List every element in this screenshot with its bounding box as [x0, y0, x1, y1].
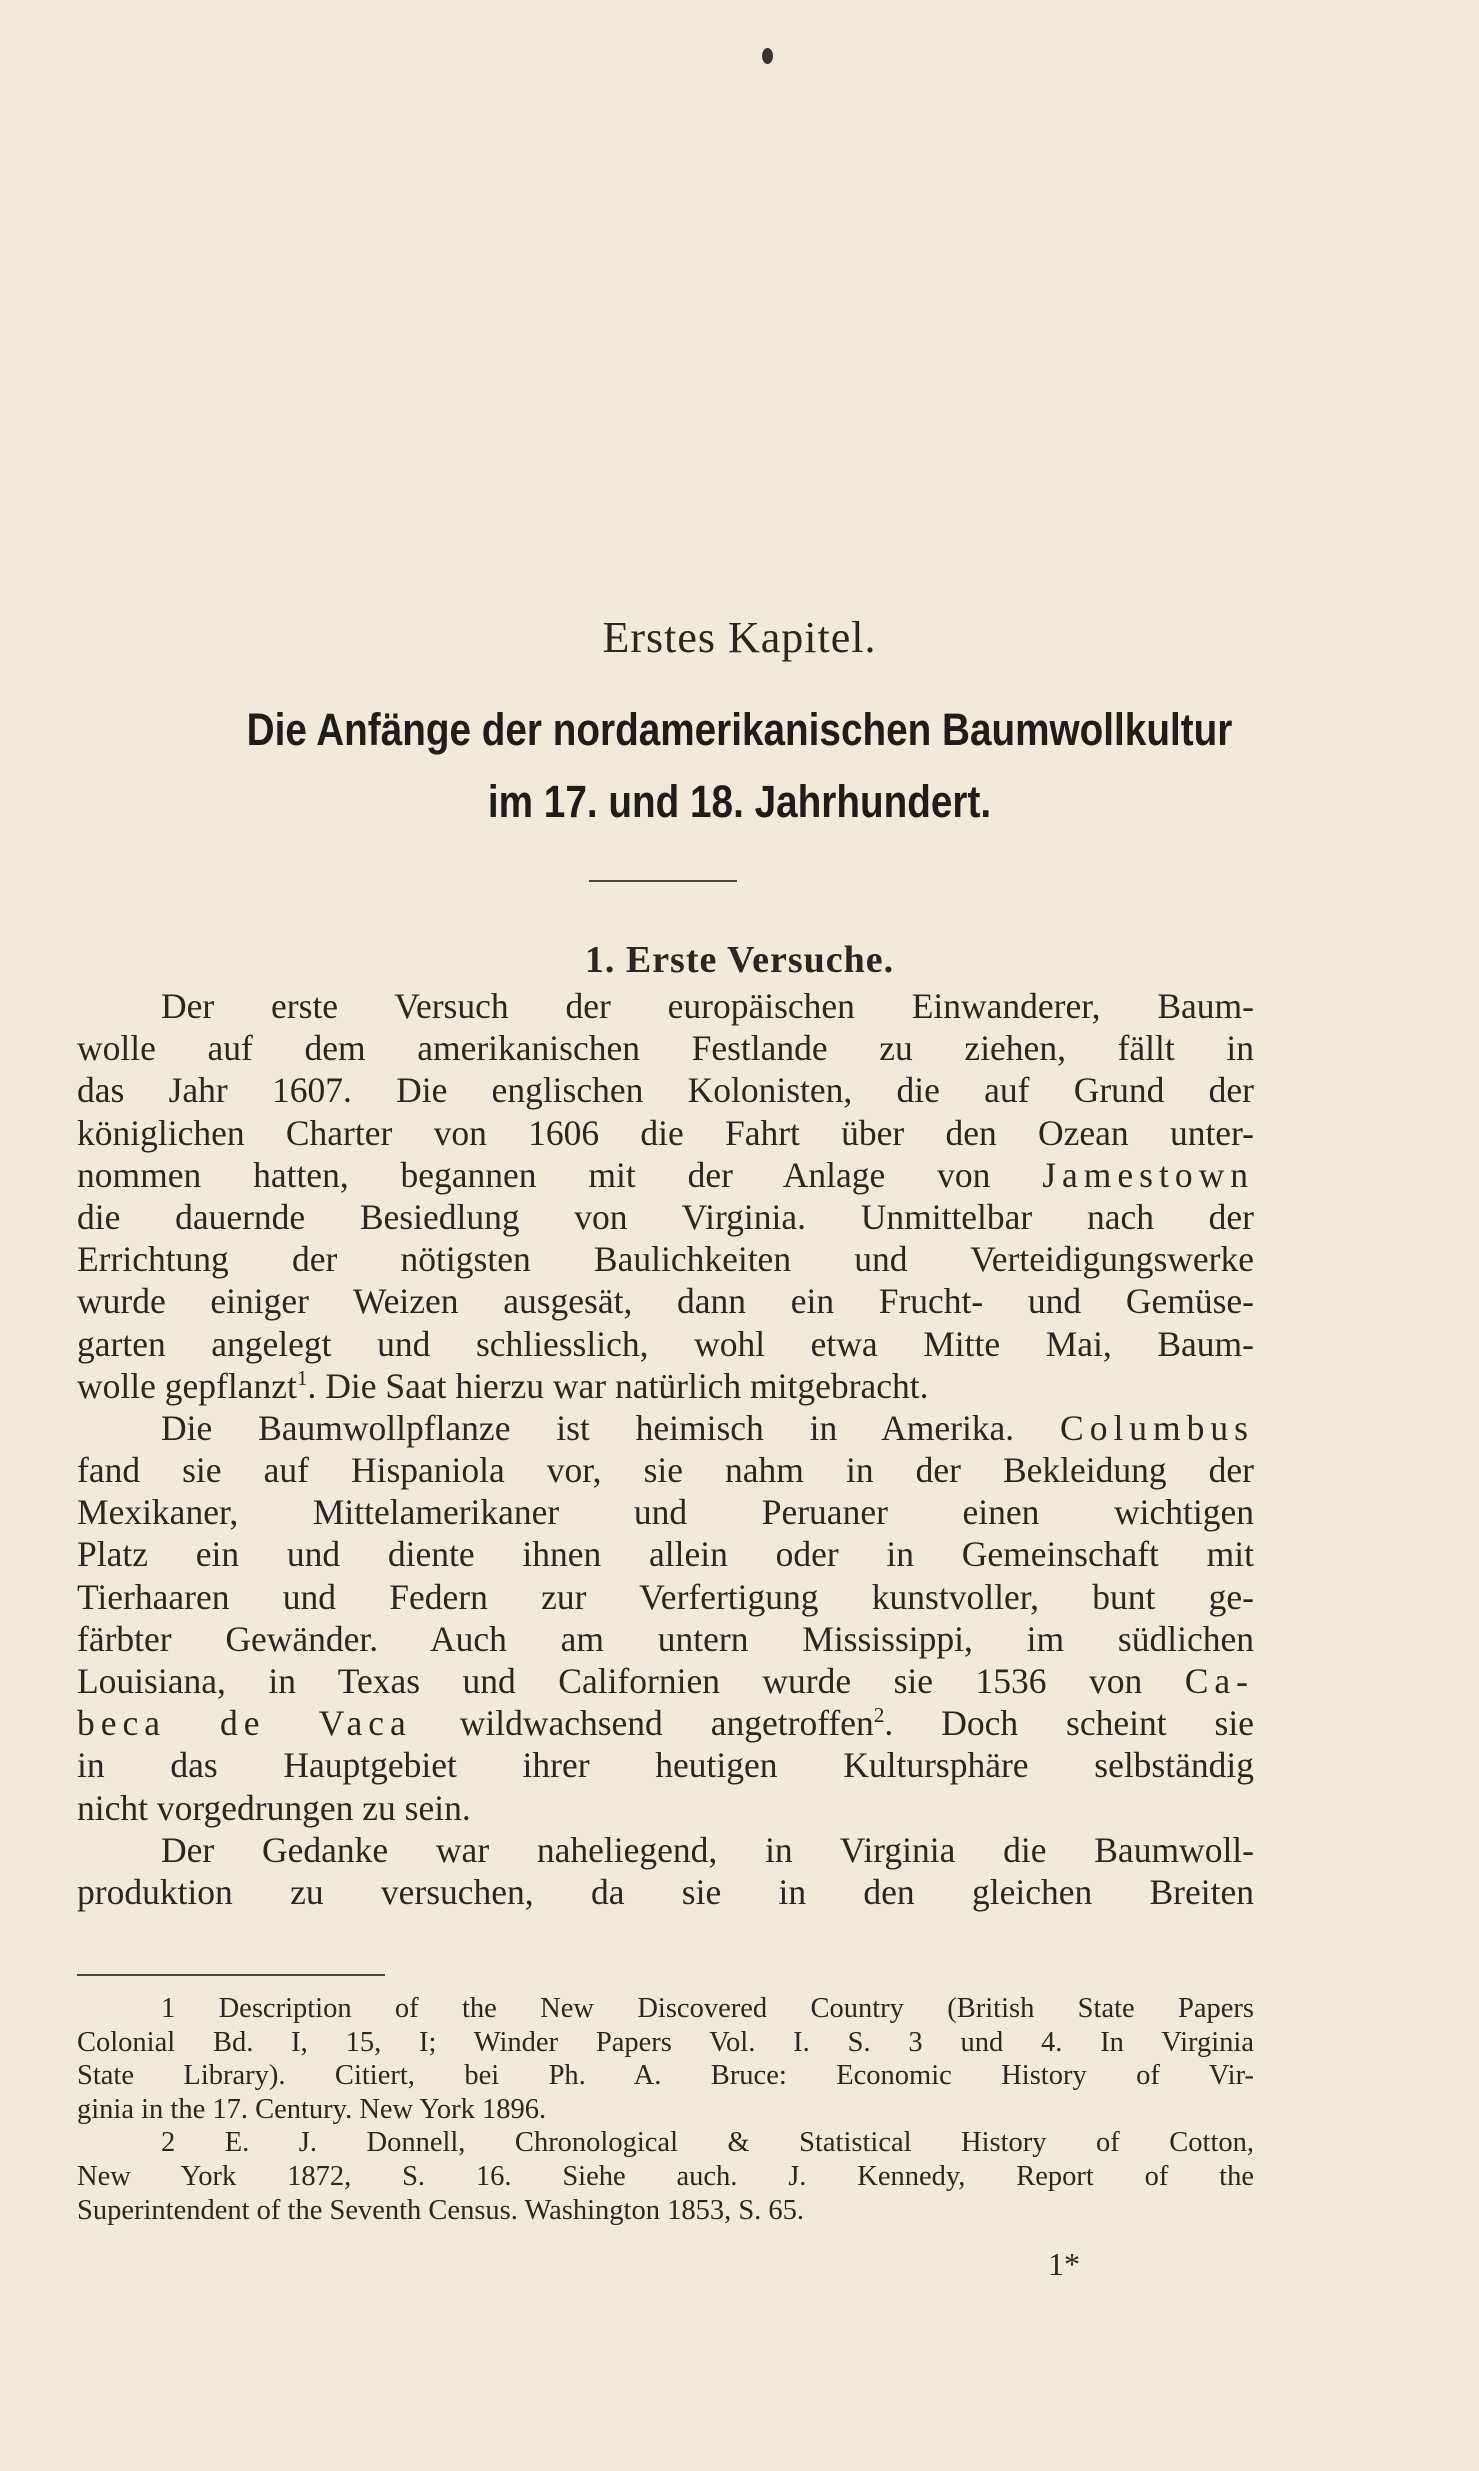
spaced-name-cabeca-part2: beca de Vaca — [77, 1703, 412, 1744]
chapter-label: Erstes Kapitel. — [602, 613, 877, 662]
text-segment: . Die Saat hierzu war natürlich mitgebracht. — [307, 1365, 929, 1406]
text-line: wurde einiger Weizen ausgesät, dann ein Frucht- und Gemüse- — [77, 1281, 1254, 1322]
text-segment: wildwachsend angetroffen — [459, 1703, 874, 1744]
footnote-line: ginia in the 17. Century. New York 1896. — [77, 2093, 547, 2125]
text-line: fand sie auf Hispaniola vor, sie nahm in der Bekleidung der — [77, 1450, 1254, 1491]
text-line: Tierhaaren und Federn zur Verfertigung kunstvoller, bunt ge- — [77, 1576, 1254, 1617]
text-line: Der erste Versuch der europäischen Einwanderer, Baum- — [161, 986, 1254, 1026]
text-line: Mexikaner, Mittelamerikaner und Peruaner einen wichtigen — [77, 1492, 1254, 1533]
footnote-ref: 2 — [873, 1703, 885, 1728]
body-text — [77, 985, 1254, 1913]
text-segment: nommen hatten, begannen mit der Anlage von — [77, 1154, 991, 1195]
footnote-line: State Library). Citiert, bei Ph. A. Bruce: Economic History of Vir- — [77, 2060, 1254, 2092]
text-line: in das Hauptgebiet ihrer heutigen Kultursphäre selbständig — [77, 1745, 1254, 1786]
footnote-line: Superintendent of the Seventh Census. Washington 1853, S. 65. — [77, 2194, 805, 2226]
title-divider — [589, 880, 737, 882]
text-line: nicht vorgedrungen zu sein. — [77, 1787, 471, 1828]
text-line: Errichtung der nötigsten Baulichkeiten und Verteidigungswerke — [77, 1239, 1254, 1280]
text-line: das Jahr 1607. Die englischen Kolonisten, die auf Grund der — [77, 1070, 1254, 1111]
text-line: die dauernde Besiedlung von Virginia. Unmittelbar nach der — [77, 1196, 1254, 1237]
footnote-line: New York 1872, S. 16. Siehe auch. J. Kennedy, Report of the — [77, 2160, 1254, 2192]
footnote-line: 1 Description of the New Discovered Country (British State Papers — [161, 1993, 1254, 2024]
footnotes — [77, 1992, 1254, 2227]
footnote-line: 2 E. J. Donnell, Chronological & Statistical History of Cotton, — [161, 2127, 1254, 2159]
text-line — [77, 1154, 1254, 1196]
chapter-title-line-1: Die Anfänge der nordamerikanischen Baumwollkultur — [246, 704, 1233, 755]
text-segment: Die Baumwollpflanze ist heimisch in Amerika. — [161, 1407, 1015, 1448]
spaced-name-cabeca-part1: Ca- — [1184, 1661, 1255, 1701]
text-line: wolle auf dem amerikanischen Festlande zu ziehen, fällt in — [77, 1028, 1254, 1069]
text-segment: wolle gepflanzt — [77, 1365, 297, 1406]
text-line — [77, 1660, 1254, 1702]
section-heading: 1. Erste Versuche. — [584, 939, 895, 981]
text-line: königlichen Charter von 1606 die Fahrt über den Ozean unter- — [77, 1112, 1254, 1153]
footnote-ref: 1 — [296, 1365, 308, 1390]
text-line — [77, 1407, 1254, 1449]
text-line — [77, 1365, 1254, 1407]
footnote-line: Colonial Bd. I, 15, I; Winder Papers Vol. I. S. 3 und 4. In Virginia — [77, 2026, 1254, 2058]
ink-dot — [762, 48, 773, 64]
page-number: 1* — [1048, 2246, 1080, 2282]
footnote-divider — [77, 1974, 385, 1976]
spaced-name-columbus: Columbus — [1060, 1407, 1254, 1448]
text-line: garten angelegt und schliesslich, wohl etwa Mitte Mai, Baum- — [77, 1323, 1254, 1364]
spaced-name-jamestown: Jamestown — [1042, 1154, 1254, 1195]
text-line — [77, 1702, 1254, 1744]
text-line: Platz ein und diente ihnen allein oder in Gemeinschaft mit — [77, 1534, 1254, 1575]
text-line: produktion zu versuchen, da sie in den gleichen Breiten — [77, 1871, 1254, 1912]
chapter-title-line-2: im 17. und 18. Jahrhundert. — [487, 776, 992, 827]
text-segment: . Doch scheint sie — [884, 1703, 1254, 1744]
text-segment: Louisiana, in Texas und Californien wurde sie 1536 von — [77, 1661, 1143, 1701]
text-line: färbter Gewänder. Auch am untern Mississippi, im südlichen — [77, 1618, 1254, 1659]
text-line: Der Gedanke war naheliegend, in Virginia die Baumwoll- — [161, 1829, 1254, 1870]
